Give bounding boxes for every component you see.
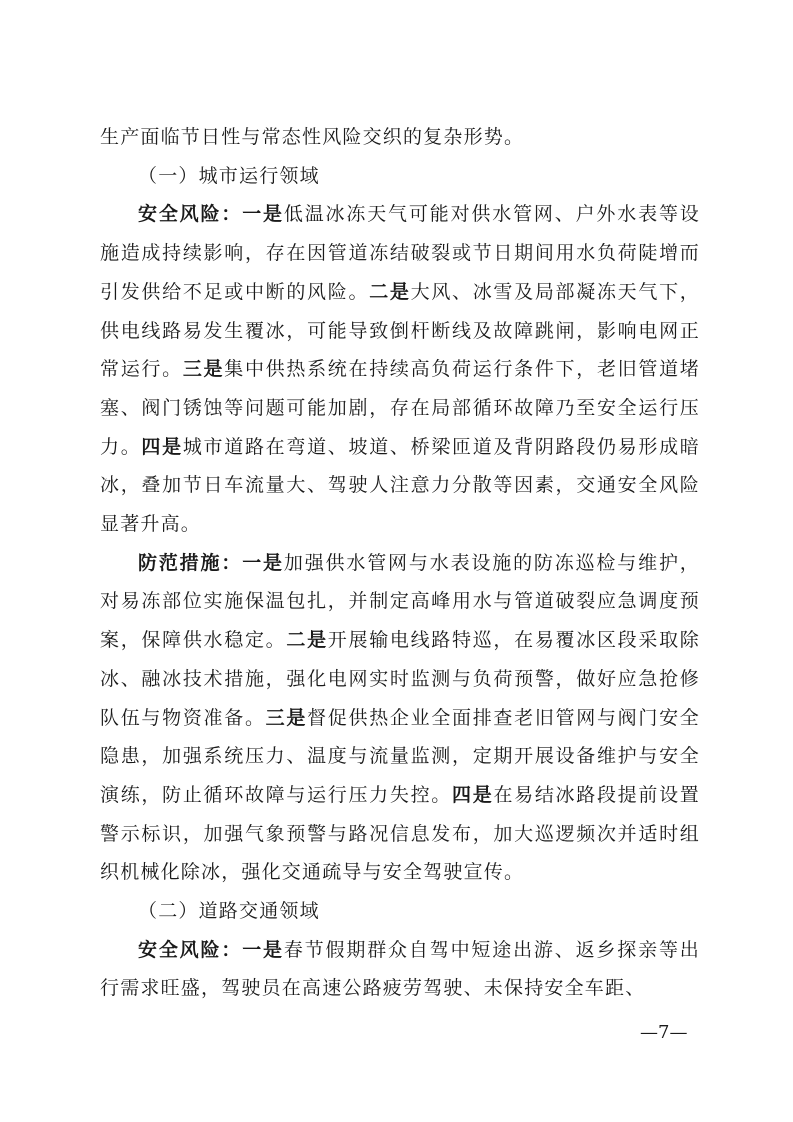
- item-marker: 三是: [182, 358, 225, 381]
- item-marker: 四是: [452, 783, 494, 806]
- label-prevention-measures: 防范措施：: [138, 551, 243, 574]
- item-text: 督促供热企业全面排查老旧管网与阀门安全隐患，加强系统压力、温度与流量监测，定期开展设备维护与安全演练，防止循环故障与运行压力失控。: [100, 706, 700, 806]
- paragraph-city-prevention-measures: [100, 544, 700, 892]
- item-marker: 一是: [242, 938, 284, 961]
- body-text: [100, 118, 700, 1008]
- label-safety-risk: 安全风险：: [138, 938, 243, 961]
- item-text: 春节假期群众自驾中短途出游、返乡探亲等出行需求旺盛，驾驶员在高速公路疲劳驾驶、未保持安全车距、: [100, 938, 700, 1000]
- item-marker: 二是: [369, 280, 411, 303]
- item-marker: 三是: [265, 706, 308, 729]
- item-text: 集中供热系统在持续高负荷运行条件下，老旧管道堵塞、阀门锈蚀等问题可能加剧，存在局部循环故障乃至安全运行压力。: [100, 358, 700, 458]
- item-text: 加强供水管网与水表设施的防冻巡检与维护，对易冻部位实施保温包扎，并制定高峰用水与管道破裂应急调度预案，保障供水稳定。: [100, 551, 700, 652]
- item-marker: 一是: [242, 551, 284, 574]
- item-marker: 四是: [141, 435, 183, 458]
- section-heading-road-traffic: （二）道路交通领域: [138, 900, 320, 923]
- section-heading-city-operation: （一）城市运行领域: [138, 164, 320, 187]
- item-text: 大风、冰雪及局部凝冻天气下，供电线路易发生覆冰，可能导致倒杆断线及故障跳闸，影响电网正常运行。: [100, 280, 700, 381]
- continuation-paragraph: 生产面临节日性与常态性风险交织的复杂形势。: [100, 126, 525, 148]
- item-text: 城市道路在弯道、坡道、桥梁匝道及背阴路段仍易形成暗冰，叠加节日车流量大、驾驶人注意力分散等因素，交通安全风险显著升高。: [100, 435, 700, 536]
- label-safety-risk: 安全风险：: [138, 203, 243, 226]
- item-text: 低温冰冻天气可能对供水管网、户外水表等设施造成持续影响，存在因管道冻结破裂或节日期间用水负荷陡增而引发供给不足或中断的风险。: [100, 203, 700, 303]
- item-marker: 二是: [286, 629, 328, 652]
- item-marker: 一是: [242, 203, 284, 226]
- paragraph-city-safety-risks: [100, 195, 700, 543]
- item-text: 开展输电线路特巡，在易覆冰区段采取除冰、融冰技术措施，强化电网实时监测与负荷预警，做好应急抢修队伍与物资准备。: [100, 629, 700, 729]
- item-text: 在易结冰路段提前设置警示标识，加强气象预警与路况信息发布，加大巡逻频次并适时组织机械化除冰，强化交通疏导与安全驾驶宣传。: [100, 783, 700, 884]
- page-number: —7—: [640, 1022, 688, 1043]
- paragraph-road-safety-risks: [100, 931, 700, 1008]
